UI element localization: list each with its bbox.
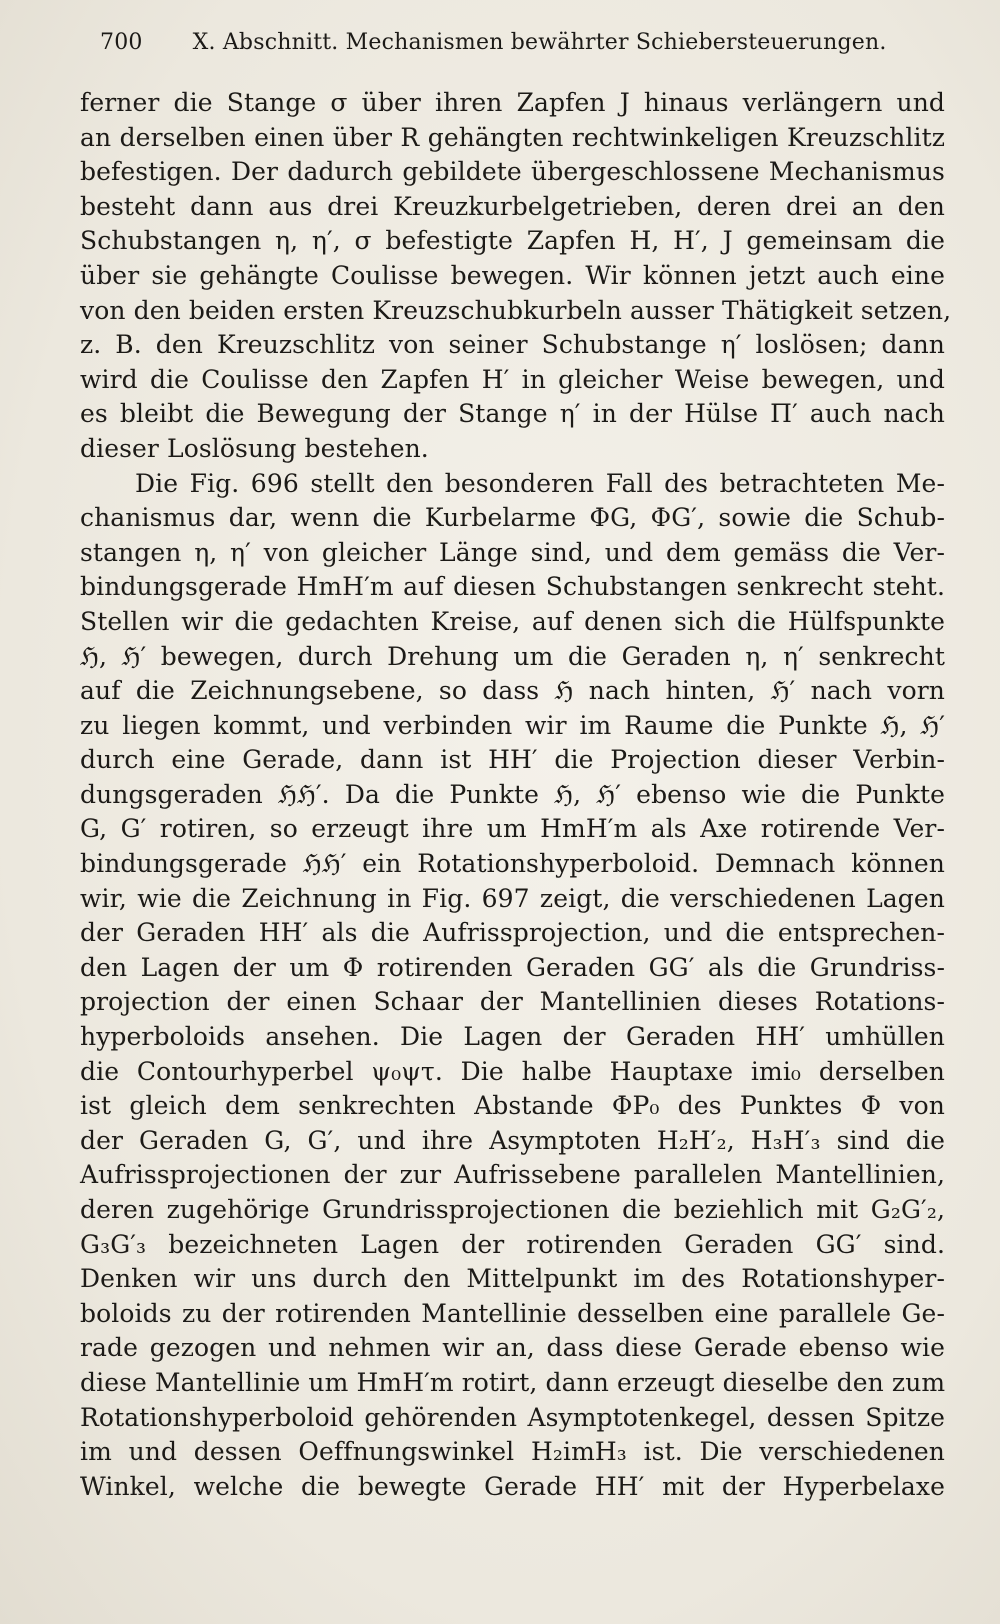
text-line: Schubstangen η, η′, σ befestigte Zapfen H, H′, J gemeinsam die <box>80 226 945 256</box>
text-line: wird die Coulisse den Zapfen H′ in gleicher Weise bewegen, und <box>80 364 945 394</box>
text-line: den Lagen der um Φ rotirenden Geraden GG′ als die Grundriss- <box>80 952 945 982</box>
text-line: wir, wie die Zeichnung in Fig. 697 zeigt, die verschiedenen Lagen <box>80 883 945 913</box>
text-line: an derselben einen über R gehängten rechtwinkeligen Kreuzschlitz <box>80 122 945 152</box>
text-line: die Contourhyperbel ψ₀ψτ. Die halbe Hauptaxe imi₀ derselben <box>80 1056 945 1086</box>
text-line: ferner die Stange σ über ihren Zapfen J hinaus verlängern und <box>80 88 945 117</box>
page-number: 700 <box>100 30 143 55</box>
text-line: Aufrissprojectionen der zur Aufrissebene parallelen Mantellinien, <box>80 1160 945 1190</box>
text-line: bindungsgerade HmH′m auf diesen Schubstangen senkrecht steht. <box>80 572 945 602</box>
text-line: dieser Loslösung bestehen. <box>80 433 429 463</box>
text-line: G, G′ rotiren, so erzeugt ihre um HmH′m als Axe rotirende Ver- <box>80 814 945 844</box>
text-line: über sie gehängte Coulisse bewegen. Wir können jetzt auch eine <box>80 260 945 290</box>
text-line: projection der einen Schaar der Mantellinien dieses Rotations- <box>80 987 945 1017</box>
text-line: auf die Zeichnungsebene, so dass ℌ nach hinten, ℌ′ nach vorn <box>80 676 945 706</box>
running-head <box>100 30 960 64</box>
text-line: Die Fig. 696 stellt den besonderen Fall des betrachteten Me- <box>135 468 945 498</box>
text-line: z. B. den Kreuzschlitz von seiner Schubstange η′ loslösen; dann <box>80 330 945 360</box>
text-line: Winkel, welche die bewegte Gerade HH′ mit der Hyperbelaxe <box>80 1471 945 1501</box>
text-line: im und dessen Oeffnungswinkel H₂imH₃ ist. Die verschiedenen <box>80 1437 945 1467</box>
text-line: der Geraden G, G′, und ihre Asymptoten H₂H′₂, H₃H′₃ sind die <box>80 1125 945 1155</box>
text-line: hyperboloids ansehen. Die Lagen der Geraden HH′ umhüllen <box>80 1022 945 1052</box>
text-line: diese Mantellinie um HmH′m rotirt, dann erzeugt dieselbe den zum <box>80 1367 946 1397</box>
text-line: zu liegen kommt, und verbinden wir im Raume die Punkte ℌ, ℌ′ <box>80 710 945 740</box>
text-line: rade gezogen und nehmen wir an, dass diese Gerade ebenso wie <box>80 1333 945 1363</box>
text-line: Denken wir uns durch den Mittelpunkt im des Rotationshyper- <box>80 1264 945 1294</box>
text-line: ist gleich dem senkrechten Abstande ΦP₀ des Punktes Φ von <box>80 1091 945 1121</box>
text-line: Stellen wir die gedachten Kreise, auf denen sich die Hülfspunkte <box>80 606 945 636</box>
text-line: G₃G′₃ bezeichneten Lagen der rotirenden Geraden GG′ sind. <box>80 1229 945 1259</box>
text-line: von den beiden ersten Kreuzschubkurbeln ausser Thätigkeit setzen, <box>80 295 952 325</box>
text-line: chanismus dar, wenn die Kurbelarme ΦG, ΦG′, sowie die Schub- <box>80 503 945 533</box>
text-line: durch eine Gerade, dann ist HH′ die Projection dieser Verbin- <box>80 745 945 775</box>
text-line: besteht dann aus drei Kreuzkurbelgetrieben, deren drei an den <box>80 191 945 221</box>
text-line: bindungsgerade ℌℌ′ ein Rotationshyperboloid. Demnach können <box>80 849 945 879</box>
text-line: deren zugehörige Grundrissprojectionen die beziehlich mit G₂G′₂, <box>80 1195 945 1224</box>
text-line: ℌ, ℌ′ bewegen, durch Drehung um die Geraden η, η′ senkrecht <box>80 641 945 671</box>
body-text <box>80 86 952 1504</box>
running-title: X. Abschnitt. Mechanismen bewährter Schiebersteuerungen. <box>192 30 887 55</box>
text-line: es bleibt die Bewegung der Stange η′ in der Hülse Π′ auch nach <box>80 399 945 429</box>
text-line: dungsgeraden ℌℌ′. Da die Punkte ℌ, ℌ′ ebenso wie die Punkte <box>80 779 945 809</box>
text-line: stangen η, η′ von gleicher Länge sind, und dem gemäss die Ver- <box>80 537 945 567</box>
text-line: befestigen. Der dadurch gebildete übergeschlossene Mechanismus <box>80 157 945 187</box>
text-line: der Geraden HH′ als die Aufrissprojection, und die entsprechen- <box>80 918 945 948</box>
text-line: boloids zu der rotirenden Mantellinie desselben eine parallele Ge- <box>80 1298 945 1328</box>
text-line: Rotationshyperboloid gehörenden Asymptotenkegel, dessen Spitze <box>80 1402 945 1432</box>
